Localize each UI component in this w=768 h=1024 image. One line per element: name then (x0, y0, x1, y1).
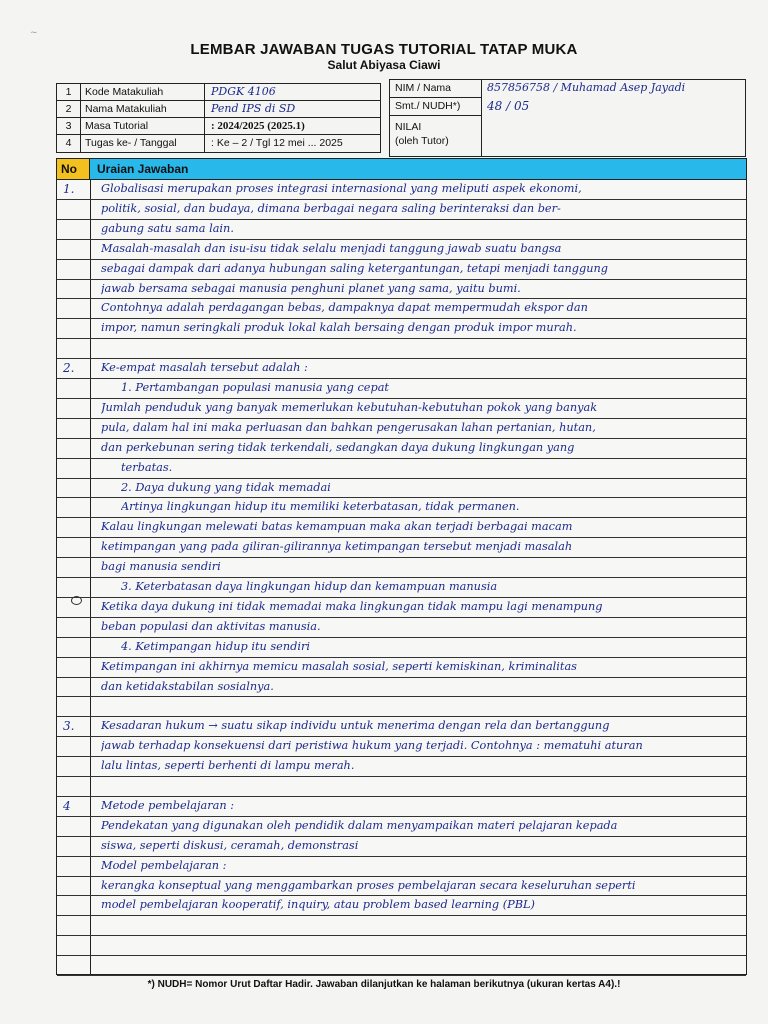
nim-name-value: 857856758 / Muhamad Asep Jayadi (487, 81, 686, 94)
answer-text-line: Kalau lingkungan melewati batas kemampuan maka akan terjadi berbagai macam (101, 520, 573, 534)
answer-text-line: siswa, seperti diskusi, ceramah, demonstrasi (101, 838, 359, 852)
answer-text-line: Contohnya adalah perdagangan bebas, dampaknya dapat mempermudah ekspor dan (101, 301, 588, 315)
answer-text-line: pula, dalam hal ini maka perluasan dan bahkan pengerusakan lahan pertanian, hutan, (101, 420, 596, 434)
assignment-date-value: : Ke – 2 / Tgl 12 mei ... 2025 (211, 137, 343, 149)
question-number (63, 856, 87, 876)
info-row-tutorial-period (57, 118, 380, 135)
question-number: 1. (63, 182, 75, 196)
answer-text-line: ketimpangan yang pada giliran-gilirannya ketimpangan tersebut menjadi masalah (101, 540, 573, 554)
answer-text-line: jawab terhadap konsekuensi dari peristiwa hukum yang terjadi. Contohnya : mematuhi aturan (101, 739, 643, 753)
question-number (63, 756, 87, 776)
question-number (63, 557, 87, 577)
question-number (63, 577, 87, 597)
info-row-label: Kode Matakuliah (81, 84, 205, 100)
answer-text-line: sebagai dampak dari adanya hubungan saling ketergantungan, tetapi menjadi tanggung (101, 261, 608, 275)
info-row-value (207, 84, 380, 100)
answer-text-line: model pembelajaran kooperatif, inquiry, atau problem based learning (PBL) (101, 898, 535, 912)
question-number (63, 239, 87, 259)
answer-text-line: Globalisasi merupakan proses integrasi internasional yang meliputi aspek ekonomi, (101, 182, 582, 195)
answer-text-line: 4. Ketimpangan hidup itu sendiri (121, 639, 310, 653)
question-number (63, 398, 87, 418)
question-number (63, 836, 87, 856)
answer-text-line: Pendekatan yang digunakan oleh pendidik dalam menyampaikan materi pelajaran kepada (101, 818, 618, 832)
answer-text-line (101, 955, 741, 975)
info-row-label: Nama Matakuliah (81, 101, 205, 117)
answer-text-line: Ke-empat masalah tersebut adalah : (101, 361, 308, 375)
question-number: 3. (63, 719, 75, 734)
footnote: *) NUDH= Nomor Urut Daftar Hadir. Jawaban dilanjutkan ke halaman berikutnya (ukuran kertas A4).! (147, 979, 621, 990)
column-answer-header: Uraian Jawaban (97, 162, 189, 176)
answer-text-line (101, 776, 741, 796)
answer-text-line: 1. Pertambangan populasi manusia yang cepat (121, 381, 389, 394)
answer-text-line: dan ketidakstabilan sosialnya. (101, 679, 274, 693)
question-number (63, 776, 87, 796)
ruled-line (57, 975, 746, 976)
answer-text-line: Kesadaran hukum → suatu sikap individu untuk menerima dengan rela dan bertanggung (101, 719, 610, 733)
smt-nudh-value: 48 / 05 (487, 99, 530, 113)
answer-text-line: terbatas. (121, 460, 173, 474)
question-number: 4 (63, 798, 71, 813)
question-number (63, 259, 87, 279)
answer-text-line: 3. Keterbatasan daya lingkungan hidup dan kemampuan manusia (121, 580, 498, 593)
question-number (63, 736, 87, 756)
answer-text-line (101, 338, 741, 358)
question-number (63, 438, 87, 458)
answer-text-line: 2. Daya dukung yang tidak memadai (121, 480, 331, 494)
answer-text-line: impor, namun seringkali produk lokal kalah bersaing dengan produk impor murah. (101, 321, 577, 335)
answer-table (56, 158, 747, 975)
info-row-label: Tugas ke- / Tanggal (81, 135, 205, 152)
question-number (63, 637, 87, 657)
corner-scribble: ~ (30, 28, 38, 38)
question-number: 2. (63, 361, 75, 376)
answer-text-line (101, 696, 741, 716)
circle-mark (71, 596, 82, 605)
answer-text-line: Artinya lingkungan hidup itu memiliki keterbatasan, tidak permanen. (121, 500, 520, 514)
info-row-course-code (57, 84, 380, 101)
answer-text-line: Model pembelajaran : (101, 858, 227, 872)
page-subtitle: Salut Abiyasa Ciawi (327, 58, 441, 72)
column-number-header: No (57, 159, 90, 179)
question-number (63, 677, 87, 697)
question-number (63, 318, 87, 338)
question-number (63, 617, 87, 637)
question-number (63, 497, 87, 517)
grade-sublabel: (oleh Tutor) (395, 135, 449, 147)
student-info-box (389, 79, 746, 157)
answer-text-line: Ketimpangan ini akhirnya memicu masalah sosial, seperti kemiskinan, kriminalitas (101, 659, 577, 673)
answer-text-line: beban populasi dan aktivitas manusia. (101, 619, 321, 633)
answer-text-line: dan perkebunan sering tidak terkendali, sedangkan daya dukung lingkungan yang (101, 440, 575, 454)
question-number (63, 458, 87, 478)
tutorial-period-value: : 2024/2025 (2025.1) (211, 120, 305, 132)
course-name-value: Pend IPS di SD (211, 102, 296, 115)
info-row-number: 3 (57, 118, 81, 134)
answer-table-header (57, 159, 746, 180)
answer-text-line: Metode pembelajaran : (101, 798, 235, 812)
info-row-assignment-date (57, 135, 380, 152)
answer-text-line: gabung satu sama lain. (101, 221, 234, 235)
answer-text-line: Jumlah penduduk yang banyak memerlukan kebutuhan-kebutuhan pokok yang banyak (101, 400, 598, 414)
answer-text-line: politik, sosial, dan budaya, dimana berbagai negara saling berinteraksi dan ber- (101, 201, 561, 215)
question-number (63, 338, 87, 358)
question-number (63, 378, 87, 398)
info-row-course-name (57, 101, 380, 118)
question-number (63, 915, 87, 935)
info-row-number: 1 (57, 84, 81, 100)
question-number (63, 418, 87, 438)
answer-text-line (101, 915, 741, 935)
question-number (63, 876, 87, 896)
question-number (63, 478, 87, 498)
course-code-value: PDGK 4106 (211, 85, 276, 98)
info-row-label: Masa Tutorial (81, 118, 205, 134)
info-row-number: 2 (57, 101, 81, 117)
answer-text-line: jawab bersama sebagai manusia penghuni planet yang sama, yaitu bumi. (101, 281, 521, 295)
question-number (63, 816, 87, 836)
page-title: LEMBAR JAWABAN TUGAS TUTORIAL TATAP MUKA (190, 41, 578, 58)
smt-label: Smt./ NUDH*) (390, 98, 482, 116)
question-number (63, 696, 87, 716)
question-number (63, 219, 87, 239)
course-info-table (56, 83, 381, 153)
answer-text-line: lalu lintas, seperti berhenti di lampu merah. (101, 759, 355, 773)
grade-label-block (390, 116, 482, 156)
question-number (63, 657, 87, 677)
question-number (63, 199, 87, 219)
question-number (63, 955, 87, 975)
question-number (63, 895, 87, 915)
grade-label: NILAI (395, 121, 422, 133)
answer-text-line (101, 935, 741, 955)
info-row-value (207, 101, 380, 117)
nim-label: NIM / Nama (390, 80, 482, 98)
question-number (63, 298, 87, 318)
question-number (63, 537, 87, 557)
answer-text-line: kerangka konseptual yang menggambarkan proses pembelajaran secara keseluruhan seperti (101, 878, 636, 892)
question-number (63, 517, 87, 537)
question-number (63, 935, 87, 955)
answer-text-line: bagi manusia sendiri (101, 560, 221, 574)
answer-text-line: Ketika daya dukung ini tidak memadai maka lingkungan tidak mampu lagi menampung (101, 599, 603, 613)
question-number (63, 279, 87, 299)
answer-text-line: Masalah-masalah dan isu-isu tidak selalu menjadi tanggung jawab suatu bangsa (101, 241, 562, 255)
info-row-number: 4 (57, 135, 81, 152)
